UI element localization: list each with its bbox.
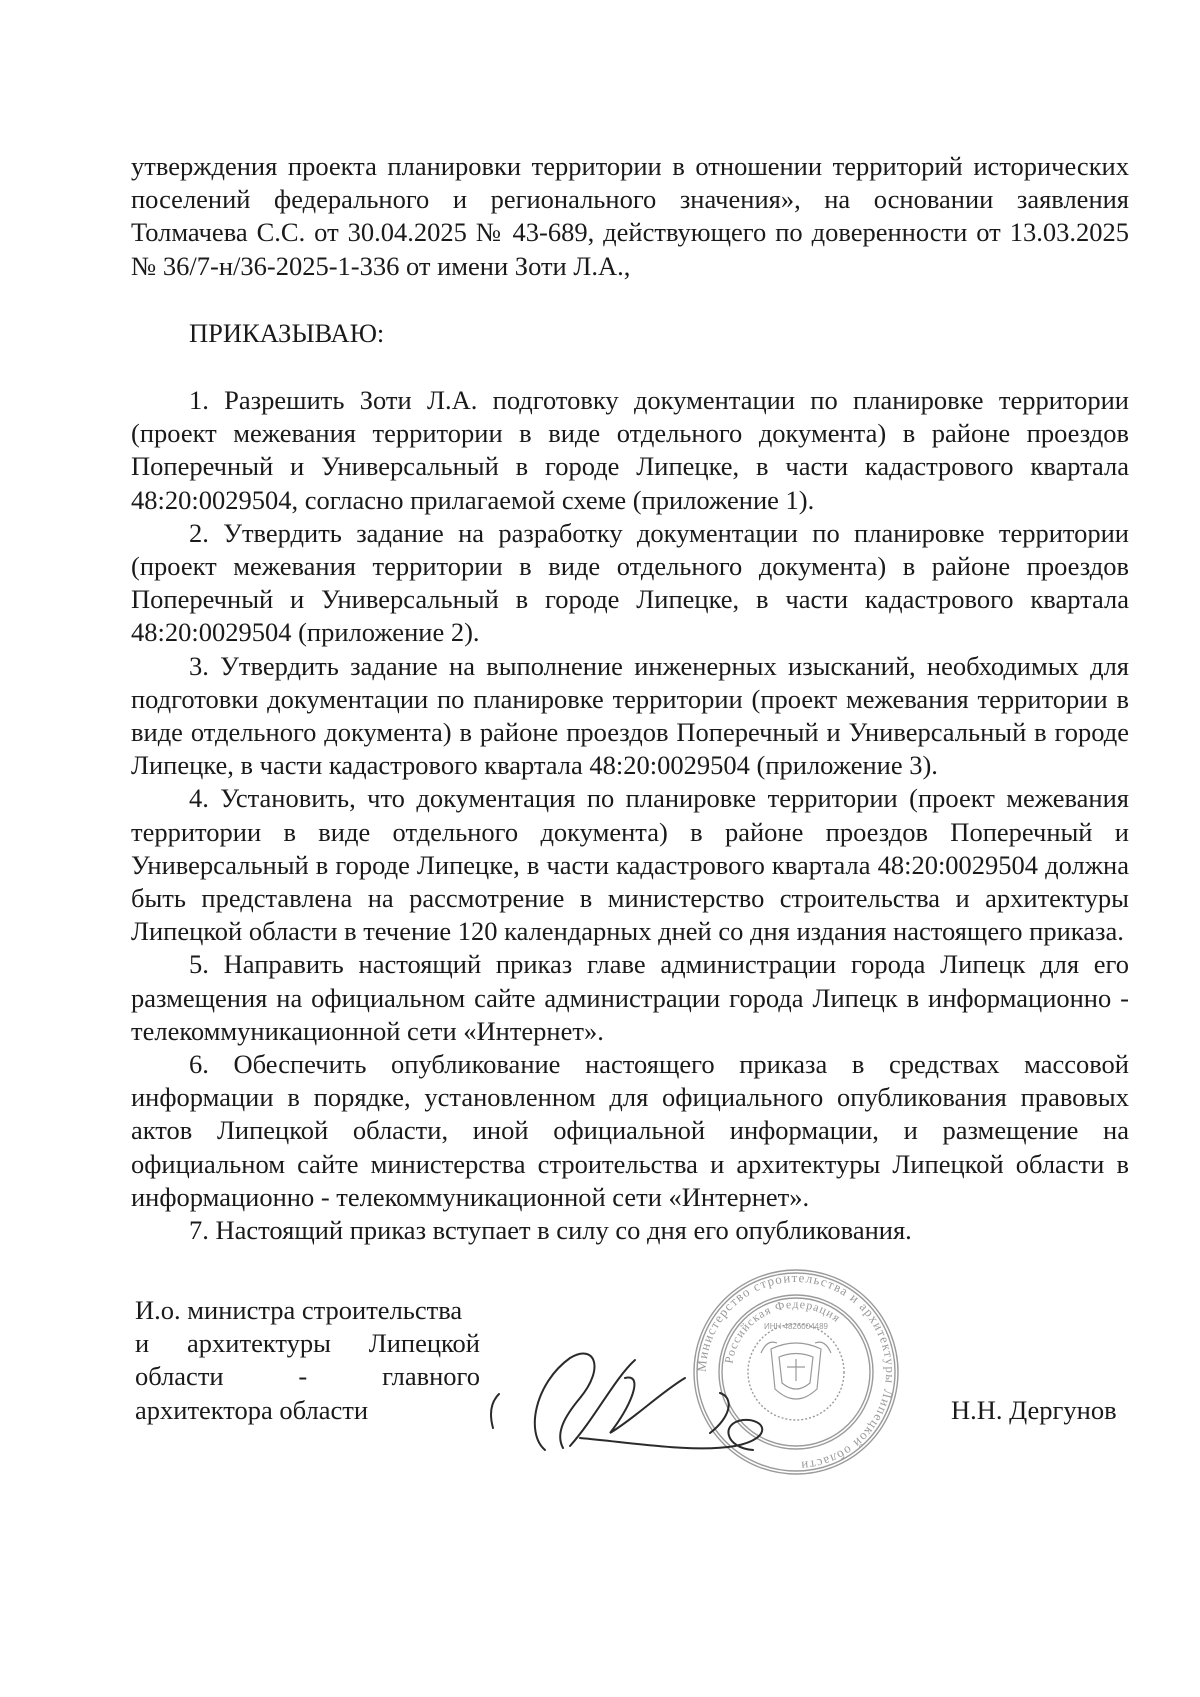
signer-name: Н.Н. Дергунов: [951, 1395, 1117, 1425]
seal-id-text: ИНН 4826004489: [763, 1322, 829, 1331]
handwritten-signature: [485, 1338, 815, 1468]
document-body: [131, 150, 1129, 1247]
order-item-5: 5. Направить настоящий приказ главе администрации города Липецк для его размещения на официальном сайте администрации города Липецк в информационно - телекоммуникационной сети «Интернет».: [131, 949, 1129, 1046]
continuation-paragraph: утверждения проекта планировки территории в отношении территорий исторических поселений федерального и регионального значения», на основании заявления Толмачева С.С. от 30.04.2025 № 43-689, действующего по доверенности от 13.03.2025 № 36/7-н/36-2025-1-336 от имени Зоти Л.А.,: [131, 151, 1129, 281]
position-line-2: и архитектуры Липецкой: [135, 1328, 480, 1359]
seal-outer-text: Министерство строительства и архитектуры Липецкой области: [693, 1269, 899, 1474]
order-item-3: 3. Утвердить задание на выполнение инженерных изысканий, необходимых для подготовки документации по планировке территории (проект межевания территории в виде отдельного документа) в районе проездов Поперечный и Универсальный в городе Липецке, в части кадастрового квартала 48:20:0029504 (приложение 3).: [131, 650, 1129, 781]
order-heading: ПРИКАЗЫВАЮ:: [189, 317, 385, 348]
order-item-6: 6. Обеспечить опубликование настоящего приказа в средствах массовой информации в порядке, установленном для официального опубликования правовых актов Липецкой области, иной официальной информации, и размещение на официальном сайте министерства строительства и архитектуры Липецкой области в информационно - телекоммуникационной сети «Интернет».: [131, 1049, 1129, 1212]
order-item-1: 1. Разрешить Зоти Л.А. подготовку документации по планировке территории (проект межевания территории в виде отдельного документа) в районе проездов Поперечный и Универсальный в городе Липецке, в части кадастрового квартала 48:20:0029504, согласно прилагаемой схеме (приложение 1).: [131, 385, 1129, 515]
order-item-7: 7. Настоящий приказ вступает в силу со дня его опубликования.: [189, 1215, 912, 1246]
order-item-4: 4. Установить, что документация по планировке территории (проект межевания территории в виде отдельного документа) в районе проездов Поперечный и Универсальный в городе Липецке, в части кадастрового квартала 48:20:0029504 должна быть представлена на рассмотрение в министерство строительства и архитектуры Липецкой области в течение 120 календарных дней со дня издания настоящего приказа.: [131, 783, 1129, 947]
position-line-1: И.о. министра строительства: [135, 1295, 463, 1325]
position-line-4: архитектора области: [135, 1394, 369, 1425]
position-line-3: области - главного: [135, 1361, 480, 1392]
order-item-2: 2. Утвердить задание на разработку документации по планировке территории (проект межевания территории в виде отдельного документа) в районе проездов Поперечный и Универсальный в городе Липецке, в части кадастрового квартала 48:20:0029504 (приложение 2).: [131, 517, 1129, 648]
seal-inner-text: Российская Федерация: [721, 1296, 844, 1365]
signatory-position: [135, 1294, 480, 1427]
